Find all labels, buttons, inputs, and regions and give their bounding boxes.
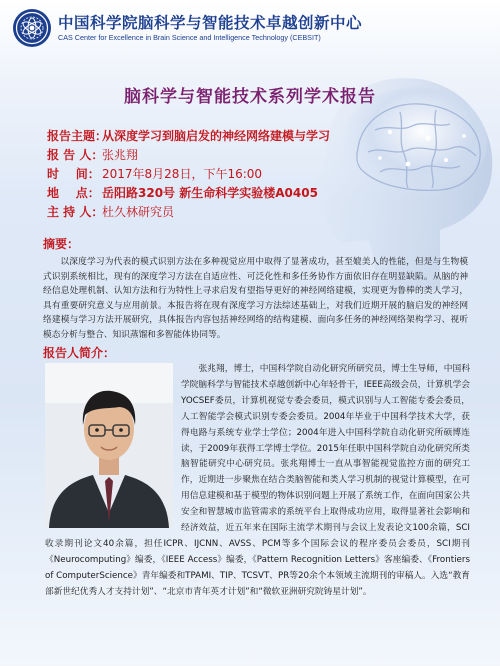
abstract-text: 以深度学习为代表的模式识别方法在多种视觉应用中取得了显著成功，甚至媲美人的性能，但是与生物模式识别系统相比，现有的深度学习方法在自适应性、可泛化性和多任务协作方面依旧存在明显缺陷。从脑的神经信息处理机制、认知方法和行为特性上寻求启发有望指导更好的神经网络建模，实现更为鲁棒的类人学习，具有重要研究意义与应用前景。本报告将在现有深度学习方法综述基础上，对我们近期开展的脑启发的神经网络建模与学习方法开展研究，具体报告内容包括神经网络的结构建模、面向多任务的神经网络架构学习、视听模态分析与整合、知识蒸馏和多智能体协同等。 bbox=[43, 257, 468, 340]
talk-info bbox=[47, 127, 330, 222]
bio-paragraph: 张兆翔，博士，中国科学院自动化研究所研究员，博士生导师，中国科学院脑科学与智能技术卓越创新中心年轻骨干，IEEE高级会员，计算机学会YOCSEF委员，计算机视觉专委会委员，模式识别与人工智能专委会委员，人工智能学会模式识别专委会委员。2004年毕业于中国科学技术大学，获得电路与系统专业学士学位；2004年进入中国科学院自动化研究所硕博连读，于2009年获得工学博士学位。2015年任职中国科学院自动化研究所类脑智能研究中心研究员。张兆翔博士一直从事智能视觉监控方面的研究工作，近期进一步聚焦在结合类脑智能和类人学习机制的视觉计算模型，在可用信息建模和基于模型的物体识别问题上开展了系统工作，在面向国家公共安全和智慧城市监管需求的系统平台上取得成功应用，取得显著社会影响和经济效益，近五年来在国际主流学术期刊与会议上发表论文100余篇，SCI收录期刊论文40余篇，担任ICPR、IJCNN、AVSS、PCM等多个国际会议的程序委员会委员，SCI期刊《Neurocomputing》编委，《IEEE Access》编委，《Pattern Recognition Letters》客座编委、《Frontiers of ComputerScience》青年编委和TPAMI、TIP、TCSVT、PR等20余个本领域主流期刊的审稿人。入选“教育部新世纪优秀人才支持计划”、“北京市青年英才计划”和“微软亚洲研究院铸星计划”。 bbox=[45, 364, 470, 597]
info-label: 报告主题： bbox=[47, 129, 108, 143]
org-name-english: CAS Center for Excellence in Brain Science and Intelligence Technology (CEBSIT) bbox=[58, 33, 321, 42]
info-row-location bbox=[47, 184, 330, 203]
info-row-speaker bbox=[47, 146, 330, 165]
abstract-heading: 摘要： bbox=[43, 237, 80, 251]
photo-spacer bbox=[45, 362, 181, 530]
info-value: 张兆翔 bbox=[102, 148, 139, 162]
info-label: 主 持 人： bbox=[47, 205, 104, 219]
info-value: 从深度学习到脑启发的神经网络建模与学习 bbox=[102, 129, 331, 143]
info-value: 杜久林研究员 bbox=[102, 205, 175, 219]
info-label: 地 点： bbox=[47, 186, 100, 200]
series-title: 脑科学与智能技术系列学术报告 bbox=[124, 87, 376, 107]
org-name-chinese: 中国科学院脑科学与智能技术卓越创新中心 bbox=[58, 14, 363, 32]
info-row-topic bbox=[47, 127, 330, 146]
cas-logo-icon bbox=[12, 8, 52, 48]
bio-text bbox=[45, 362, 470, 601]
info-value: 2017年8月28日，下午16:00 bbox=[102, 167, 263, 181]
header bbox=[0, 0, 500, 56]
info-value: 岳阳路320号 新生命科学实验楼A0405 bbox=[102, 186, 318, 200]
bio-heading: 报告人简介： bbox=[43, 346, 116, 360]
info-label: 时 间： bbox=[47, 167, 100, 181]
info-label: 报 告 人： bbox=[47, 148, 104, 162]
info-row-time bbox=[47, 165, 330, 184]
info-row-host bbox=[47, 203, 330, 222]
